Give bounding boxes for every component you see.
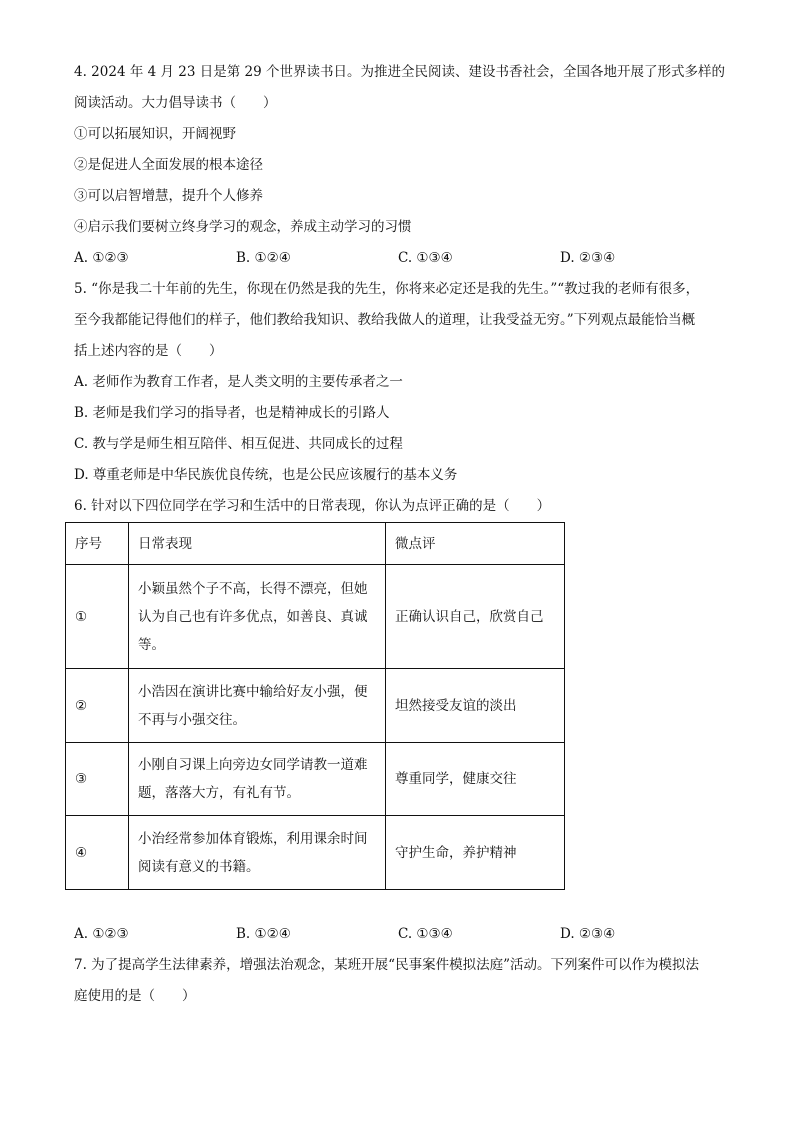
row-number: ④ — [66, 816, 129, 890]
q7-stem-line-1: 7. 为了提高学生法律素养，增强法治观念，某班开展“民事案件模拟法庭”活动。下列案件可以作为模拟法 — [74, 957, 699, 973]
q7-stem-line-2: 庭使用的是（ ） — [74, 988, 196, 1004]
behavior-line: 小浩因在演讲比赛中输给好友小强，便 — [138, 683, 368, 700]
q5-option-b[interactable]: B. 老师是我们学习的指导者，也是精神成长的引路人 — [74, 405, 390, 421]
behavior-line: 小颖虽然个子不高，长得不漂亮，但她 — [138, 580, 368, 597]
q5-option-d[interactable]: D. 尊重老师是中华民族优良传统，也是公民应该履行的基本义务 — [74, 467, 458, 483]
q4-stem-line-2: 阅读活动。大力倡导读书（ ） — [74, 95, 277, 111]
row-behavior — [129, 743, 386, 816]
q4-statement-3: ③可以启智增慧，提升个人修养 — [74, 188, 263, 204]
row-behavior — [129, 816, 386, 890]
behavior-line: 等。 — [138, 636, 165, 653]
q4-statement-4: ④启示我们要树立终身学习的观念，养成主动学习的习惯 — [74, 219, 412, 235]
table-row — [66, 565, 565, 669]
q5-stem-line-2: 至今我都能记得他们的样子，他们教给我知识、教给我做人的道理，让我受益无穷。”下列观点最能恰当概 — [74, 312, 696, 328]
behavior-line: 小治经常参加体育锻炼，利用课余时间 — [138, 830, 368, 847]
row-comment: 守护生命，养护精神 — [386, 816, 565, 890]
q6-choice-b[interactable]: B. ①②④ — [236, 926, 291, 942]
q6-table — [65, 522, 565, 890]
q4-choice-d[interactable]: D. ②③④ — [560, 250, 616, 266]
q6-choice-d[interactable]: D. ②③④ — [560, 926, 616, 942]
behavior-line: 题，落落大方，有礼有节。 — [138, 785, 300, 801]
q6-choice-c[interactable]: C. ①③④ — [398, 926, 453, 942]
table-row — [66, 743, 565, 816]
row-comment: 坦然接受友谊的淡出 — [386, 669, 565, 743]
q4-choice-c[interactable]: C. ①③④ — [398, 250, 453, 266]
row-behavior — [129, 565, 386, 669]
q4-choice-a[interactable]: A. ①②③ — [74, 250, 129, 266]
question-4 — [74, 62, 724, 268]
header-number: 序号 — [66, 523, 129, 565]
behavior-line: 阅读有意义的书籍。 — [138, 858, 260, 875]
table-header-row — [66, 523, 565, 565]
question-6 — [74, 496, 724, 944]
q5-option-c[interactable]: C. 教与学是师生相互陪伴、相互促进、共同成长的过程 — [74, 436, 403, 452]
q4-stem-line-1: 4. 2024 年 4 月 23 日是第 29 个世界读书日。为推进全民阅读、建设书香社会，全国各地开展了形式多样的 — [74, 64, 726, 80]
exam-page — [74, 62, 724, 1017]
row-number: ① — [66, 565, 129, 669]
q5-option-a[interactable]: A. 老师作为教育工作者，是人类文明的主要传承者之一 — [74, 374, 403, 390]
behavior-line: 不再与小强交往。 — [138, 711, 246, 728]
row-behavior — [129, 669, 386, 743]
question-5 — [74, 279, 724, 485]
question-7 — [74, 955, 724, 1006]
q6-choice-a[interactable]: A. ①②③ — [74, 926, 129, 942]
q4-statement-1: ①可以拓展知识，开阔视野 — [74, 126, 236, 142]
table-row — [66, 816, 565, 890]
row-number: ② — [66, 669, 129, 743]
behavior-line: 小刚自习课上向旁边女同学请教一道难 — [138, 757, 368, 773]
header-behavior: 日常表现 — [129, 523, 386, 565]
q4-choices — [74, 248, 724, 268]
table-row — [66, 669, 565, 743]
q6-stem: 6. 针对以下四位同学在学习和生活中的日常表现，你认为点评正确的是（ ） — [74, 498, 551, 514]
q4-choice-b[interactable]: B. ①②④ — [236, 250, 291, 266]
q5-stem-line-3: 括上述内容的是（ ） — [74, 343, 223, 359]
q5-stem-line-1: 5. “你是我二十年前的先生，你现在仍然是我的先生，你将来必定还是我的先生。”“教过我的老师有很多， — [74, 281, 700, 297]
row-comment: 正确认识自己，欣赏自己 — [386, 565, 565, 669]
q4-statement-2: ②是促进人全面发展的根本途径 — [74, 157, 263, 173]
behavior-line: 认为自己也有许多优点，如善良、真诚 — [138, 608, 368, 625]
header-comment: 微点评 — [386, 523, 565, 565]
q6-choices — [74, 924, 724, 944]
row-number: ③ — [66, 743, 129, 816]
row-comment: 尊重同学，健康交往 — [386, 743, 565, 816]
